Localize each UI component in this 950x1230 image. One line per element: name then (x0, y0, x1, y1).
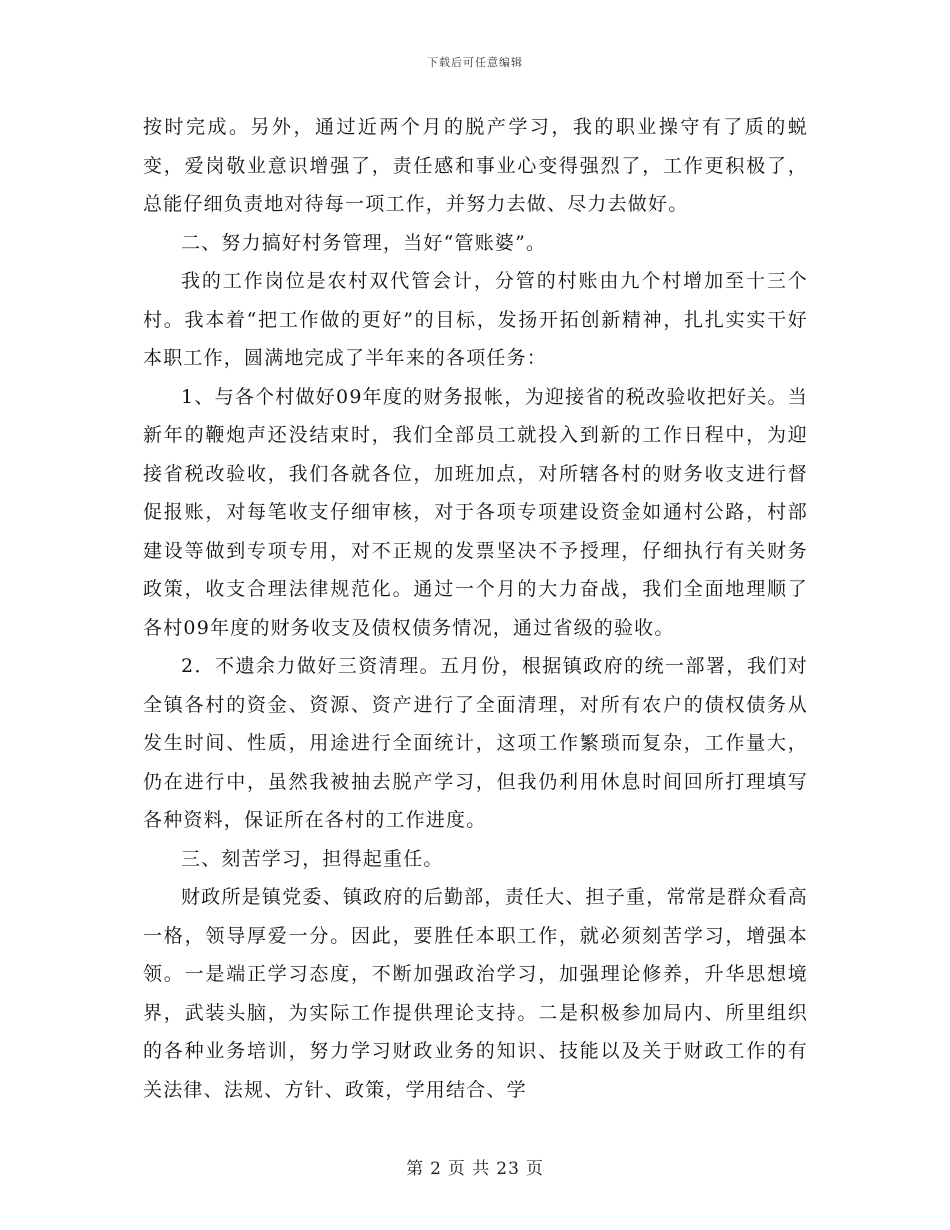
section-heading-village-affairs: 二、努力搞好村务管理，当好“管账婆”。 (181, 231, 547, 254)
paragraph-item-1-financial-report: 1、与各个村做好09年度的财务报帐，为迎接省的税改验收把好关。当新年的鞭炮声还没结束时，我们全部员工就投入到新的工作日程中，为迎接省税改验收，我们各就各位，加班加点，对所辖各村的财务收支进行督促报账，对每笔收支仔细审核，对于各项专项建设资金如通村公路，村部建设等做到专项专用，对不正规的发票坚决不予授理，仔细执行有关财务政策，收支合理法律规范化。通过一个月的大力奋战，我们全面地理顺了各村09年度的财务收支及债权债务情况，通过省级的验收。 (143, 385, 808, 639)
footer-suffix: 页 (525, 1159, 544, 1179)
footer-total-pages: 23 (496, 1159, 520, 1179)
footer-middle: 页 共 (447, 1159, 491, 1179)
page-footer (0, 1154, 950, 1179)
section-heading-study: 三、刻苦学习，担得起重任。 (181, 847, 444, 870)
paragraph-job-description: 我的工作岗位是农村双代管会计，分管的村账由九个村增加至十三个村。我本着“把工作做的更好”的目标，发扬开拓创新精神，扎扎实实干好本职工作，圆满地完成了半年来的各项任务： (143, 270, 808, 369)
paragraph-item-2-asset-cleanup: 2．不遗余力做好三资清理。五月份，根据镇政府的统一部署，我们对全镇各村的资金、资源、资产进行了全面清理，对所有农户的债权债务从发生时间、性质，用途进行全面统计，这项工作繁琐而复杂，工作量大，仍在进行中，虽然我被抽去脱产学习，但我仍利用休息时间回所打理填写各种资料，保证所在各村的工作进度。 (143, 655, 808, 831)
footer-prefix: 第 (406, 1159, 425, 1179)
footer-page-number: 2 (430, 1159, 442, 1179)
page-header: 下载后可任意编辑 (427, 56, 523, 69)
paragraph-continuation: 按时完成。另外，通过近两个月的脱产学习，我的职业操守有了质的蜕变，爱岗敬业意识增强了，责任感和事业心变得强烈了，工作更积极了，总能仔细负责地对待每一项工作，并努力去做、尽力去做好。 (143, 116, 808, 215)
document-body (143, 108, 808, 1109)
paragraph-study-details: 财政所是镇党委、镇政府的后勤部，责任大、担子重，常常是群众看高一格，领导厚爱一分。因此，要胜任本职工作，就必须刻苦学习，增强本领。一是端正学习态度，不断加强政治学习，加强理论修养，升华思想境界，武装头脑，为实际工作提供理论支持。二是积极参加局内、所里组织的各种业务培训，努力学习财政业务的知识、技能以及关于财政工作的有关法律、法规、方针、政策，学用结合、学 (143, 886, 808, 1101)
